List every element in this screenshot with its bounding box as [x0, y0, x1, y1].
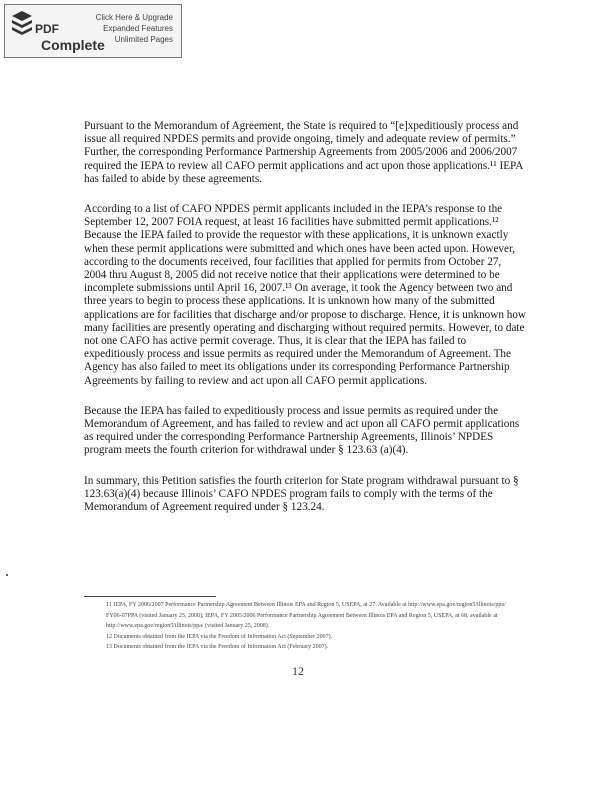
footnote-12: 12 Documents obtained from the IEPA via the Freedom of Information Act (September 2007). — [106, 633, 333, 640]
paragraph-moa: Pursuant to the Memorandum of Agreement, the State is required to “[e]xpeditiously process and issue all required NPDES permits and provide ongoing, timely and adequate review of permits.” Further, the corresponding Performance Partnership Agreements from 2005/2006 and 2006/2007 required the IEPA to review all CAFO permit applications and act upon those applications.¹¹ IEPA has failed to abide by these agreements. — [84, 120, 523, 185]
footnote-13: 13 Documents obtained from the IEPA via the Freedom of Information Act (February 2007). — [106, 644, 329, 651]
badge-feature-1: Click Here & Upgrade — [95, 13, 173, 22]
badge-subtitle: Complete — [41, 37, 105, 53]
paragraph-foia: According to a list of CAFO NPDES permit applicants included in the IEPA’s response to the September 12, 2007 FOIA request, at least 16 facilities have submitted permit applications.¹² Because the IEPA failed to provide the requestor with these applications, it is unknown exactly when these permit applications were submitted and which ones have been acted upon. However, according to the documents received, four facilities that applied for permits from October 27, 2004 thru August 8, 2005 did not receive notice that their applications were determined to be incomplete submissions until April 16, 2007.¹³ On average, it took the Agency between two and three years to begin to process these applications. It is unknown how many of the submitted applications are for facilities that discharge and/or propose to discharge. Hence, it is unknown how many facilities are presently operating and discharging without required permits. However, to date not one CAFO has active permit coverage. Thus, it is clear that the IEPA has failed to expeditiously process and issue permits as required under the Memorandum of Agreement. The Agency has also failed to meet its obligations under its corresponding Performance Partnership Agreements by failing to review and act upon all CAFO permit applications. — [84, 203, 526, 387]
badge-feature-3: Unlimited Pages — [114, 35, 173, 44]
footnotes — [84, 600, 514, 653]
footnote-divider — [84, 596, 216, 597]
badge-feature-2: Expanded Features — [103, 24, 173, 33]
paragraph-summary: In summary, this Petition satisfies the fourth criterion for State program withdrawal pursuant to § 123.63(a)(4) because Illinois’ CAFO NPDES program fails to comply with the terms of the Memorandum of Agreement required under § 123.24. — [84, 474, 519, 514]
pdf-stack-logo-icon — [11, 9, 33, 39]
scan-speck — [6, 574, 8, 576]
paragraph-criterion: Because the IEPA has failed to expeditiously process and issue permits as required under the Memorandum of Agreement, and has failed to review and act upon all CAFO permit applications as required under the corresponding Performance Partnership Agreements, Illinois’ NPDES program meets the fourth criterion for withdrawal under § 123.63 (a)(4). — [84, 404, 520, 457]
badge-upgrade-link[interactable] — [96, 12, 173, 45]
pdf-complete-badge[interactable] — [4, 4, 182, 58]
document-body — [84, 120, 526, 531]
badge-title: PDF — [35, 22, 59, 36]
page-number: 12 — [292, 664, 304, 678]
footnote-11: 11 IEPA, FY 2006/2007 Performance Partnership Agreement Between Illinois EPA and Region 5, USEPA, at 27. Available at http://www.epa.gov/region5/illinois/ppa/ FY06-07PPA (visited January 25, 2008); IEPA, FY 2005/2006 Performance Partnership Agreement Between Illinois EPA and Region 5, USEPA, at 68, available at http://www.epa.gov/region5/illinois/ppa/ (visited January 25, 2008). — [106, 602, 506, 630]
